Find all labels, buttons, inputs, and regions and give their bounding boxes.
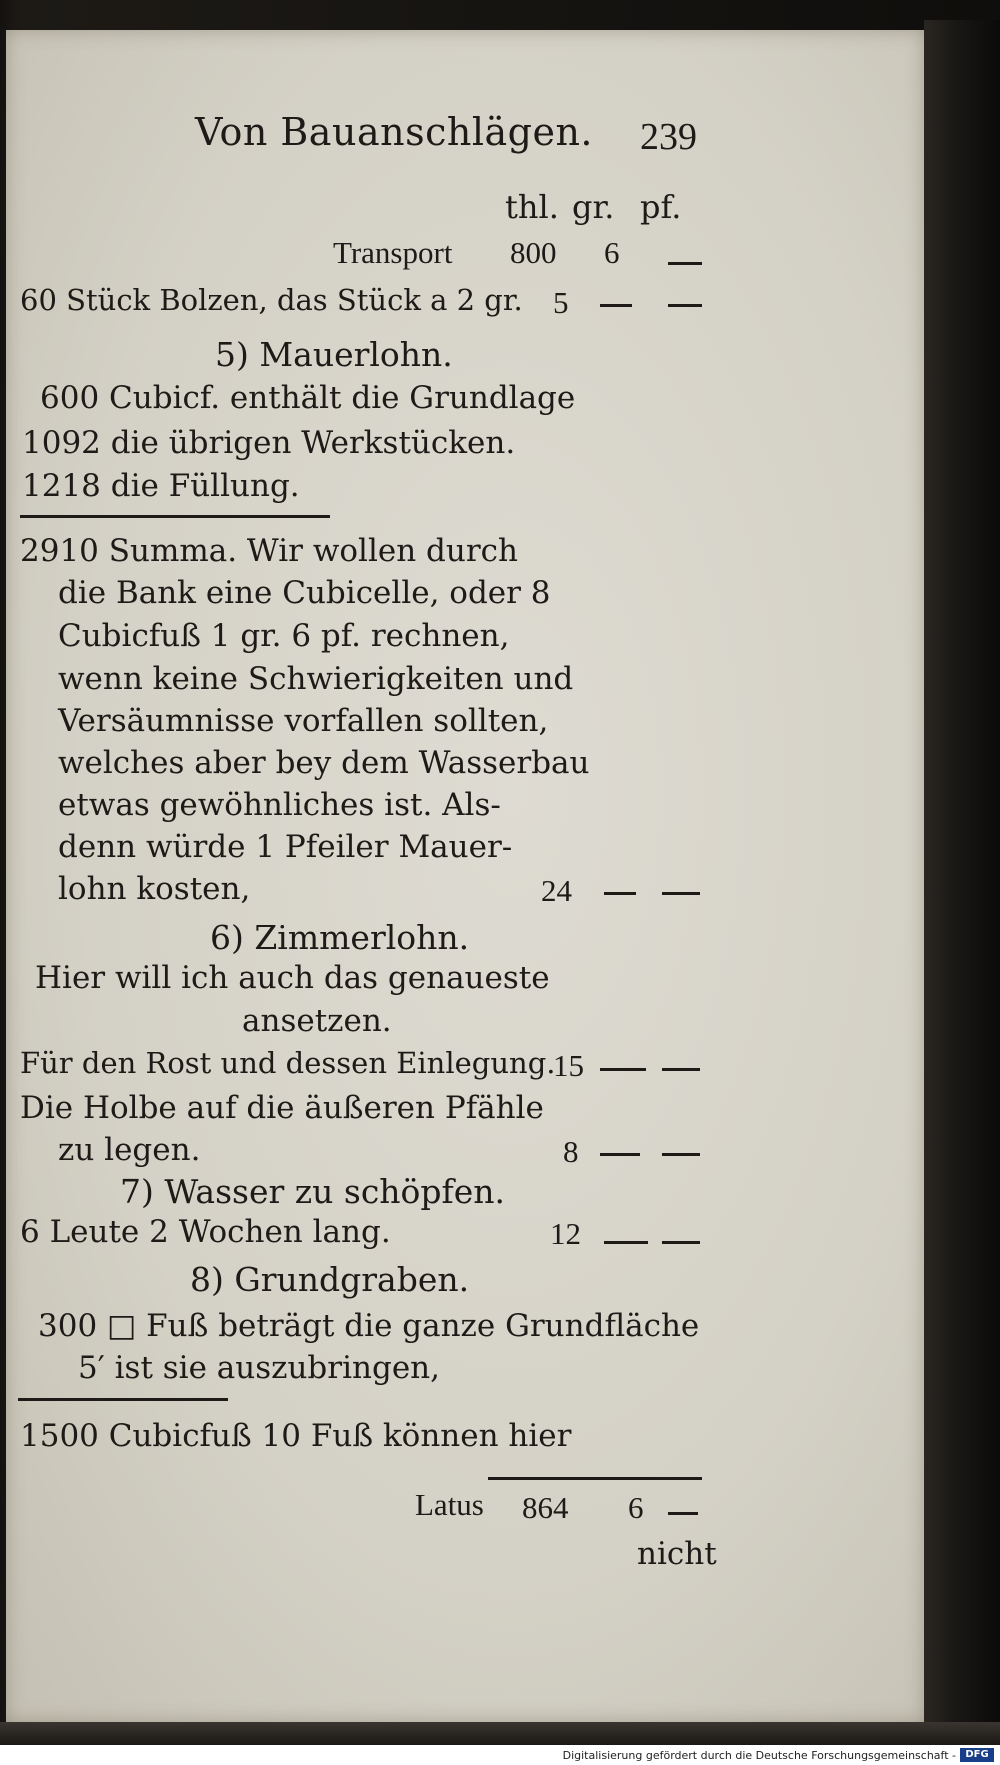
col-head-pf: pf.	[640, 188, 682, 226]
zimmer-line-2: ansetzen.	[242, 1003, 392, 1039]
grund-line-3: 1500 Cubicfuß 10 Fuß können hier	[20, 1418, 572, 1454]
section-5-title: 5) Mauerlohn.	[215, 335, 453, 374]
page-number: 239	[640, 116, 697, 158]
summa-line-6: welches aber bey dem Wasserbau	[58, 745, 590, 781]
summa-line-7: etwas gewöhnliches ist. Als-	[58, 787, 501, 823]
rost-pf-dash	[662, 1068, 700, 1071]
latus-label: Latus	[415, 1487, 484, 1522]
leute-gr-dash	[604, 1241, 648, 1244]
rost-gr-dash	[600, 1068, 646, 1071]
grund-line-2: 5′ ist sie auszubringen,	[78, 1350, 440, 1386]
latus-gr: 6	[628, 1490, 644, 1525]
mauerlohn-gr-dash	[604, 892, 636, 895]
latus-pf-dash	[668, 1512, 698, 1515]
sum-rule	[20, 515, 330, 518]
summa-line-5: Versäumnisse vorfallen sollten,	[58, 703, 549, 739]
dfg-logo: DFG	[960, 1748, 994, 1762]
bolzen-pf-dash	[668, 304, 702, 307]
holbe-gr-dash	[600, 1153, 640, 1156]
cubic-line-3: 1218 die Füllung.	[22, 468, 300, 504]
summa-line-3: Cubicfuß 1 gr. 6 pf. rechnen,	[58, 618, 510, 654]
transport-gr: 6	[604, 235, 620, 270]
summa-line-1: 2910 Summa. Wir wollen durch	[20, 533, 518, 569]
section-8-title: 8) Grundgraben.	[190, 1260, 470, 1299]
bolzen-gr-dash	[600, 304, 632, 307]
catchword: nicht	[637, 1536, 717, 1572]
summa-line-2: die Bank eine Cubicelle, oder 8	[58, 575, 551, 611]
col-head-gr: gr.	[572, 188, 615, 226]
leute-thl: 12	[550, 1216, 581, 1251]
cubic-line-2: 1092 die übrigen Werkstücken.	[22, 425, 516, 461]
rost-line: Für den Rost und dessen Einlegung.	[20, 1046, 556, 1080]
latus-thl: 864	[522, 1490, 569, 1525]
rost-thl: 15	[553, 1048, 584, 1083]
dfg-credit: Digitalisierung gefördert durch die Deutsche Forschungsgemeinschaft -	[562, 1749, 956, 1762]
holbe-pf-dash	[662, 1153, 700, 1156]
latus-rule	[488, 1477, 702, 1480]
grund-line-1: 300 □ Fuß beträgt die ganze Grundfläche	[38, 1308, 700, 1344]
col-head-thl: thl.	[505, 188, 559, 226]
cubic-line-1: 600 Cubicf. enthält die Grundlage	[40, 380, 576, 416]
bolzen-thl: 5	[553, 285, 569, 320]
summa-line-4: wenn keine Schwierigkeiten und	[58, 661, 574, 697]
holbe-line-2: zu legen.	[58, 1132, 201, 1168]
leute-pf-dash	[662, 1241, 700, 1244]
book-edge-bottom	[0, 1722, 1000, 1745]
zimmer-line-1: Hier will ich auch das genaueste	[35, 960, 550, 996]
section-6-title: 6) Zimmerlohn.	[210, 918, 470, 957]
section-7-title: 7) Wasser zu schöpfen.	[120, 1172, 506, 1211]
mauerlohn-pf-dash	[662, 892, 700, 895]
bolzen-line: 60 Stück Bolzen, das Stück a 2 gr.	[20, 283, 523, 317]
transport-pf-dash	[668, 262, 702, 265]
holbe-line-1: Die Holbe auf die äußeren Pfähle	[20, 1090, 544, 1126]
running-title: Von Bauanschlägen.	[195, 110, 593, 154]
mauerlohn-thl: 24	[541, 873, 572, 908]
book-edge	[924, 20, 1000, 1745]
leute-line: 6 Leute 2 Wochen lang.	[20, 1214, 391, 1250]
transport-thl: 800	[510, 235, 557, 270]
holbe-thl: 8	[563, 1134, 579, 1169]
summa-line-9: lohn kosten,	[58, 871, 251, 907]
grund-rule	[18, 1398, 228, 1401]
summa-line-8: denn würde 1 Pfeiler Mauer-	[58, 829, 513, 865]
transport-label: Transport	[333, 235, 453, 270]
